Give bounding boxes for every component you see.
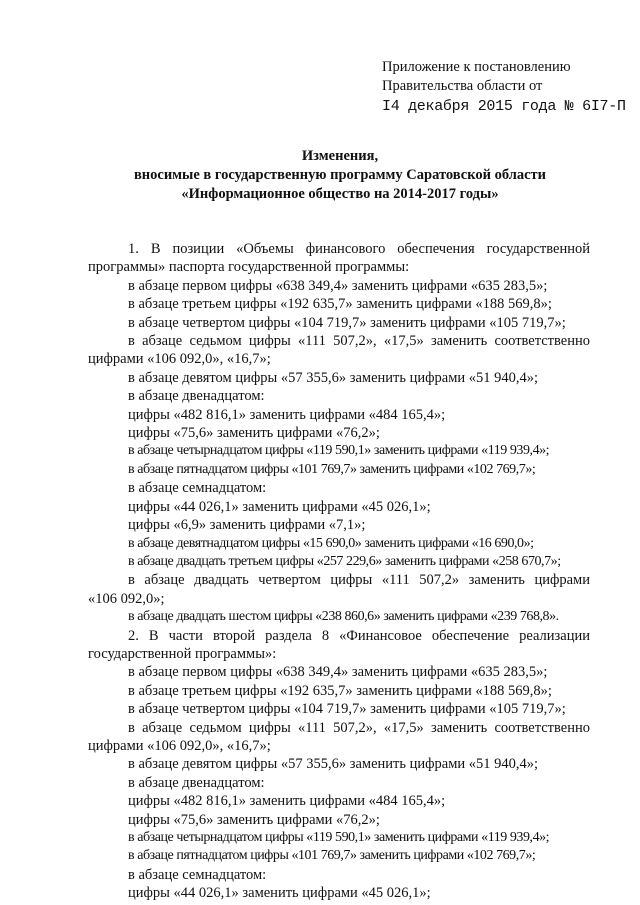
paragraph-1-heading: 1. В позиции «Объемы финансового обеспечения государственной <box>128 241 590 257</box>
item-1-17: в абзаце двадцать шестом цифры «238 860,6» заменить цифрами «239 768,8». <box>128 609 559 625</box>
title-line-1: Изменения, <box>301 148 379 164</box>
item-2-3: в абзаце четвертом цифры «104 719,7» заменить цифрами «105 719,7»; <box>128 701 566 718</box>
item-2-4-cont: цифрами «106 092,0», «16,7»; <box>88 737 271 754</box>
item-1-4: в абзаце седьмом цифры «111 507,2», «17,5» заменить соответственно <box>128 333 590 350</box>
item-2-1: в абзаце первом цифры «638 349,4» заменить цифрами «635 283,5»; <box>128 664 548 681</box>
item-1-9: в абзаце четырнадцатом цифры «119 590,1» заменить цифрами «119 939,4»; <box>128 443 550 459</box>
title-line-2: вносимые в государственную программу Саратовской области <box>133 167 547 183</box>
item-1-13: цифры «6,9» заменить цифрами «7,1»; <box>128 517 366 534</box>
item-2-12: цифры «44 026,1» заменить цифрами «45 026,1»; <box>128 885 431 902</box>
item-2-5: в абзаце девятом цифры «57 355,6» заменить цифрами «51 940,4»; <box>128 756 539 773</box>
item-2-7: цифры «482 816,1» заменить цифрами «484 165,4»; <box>128 793 446 810</box>
item-1-12: цифры «44 026,1» заменить цифрами «45 026,1»; <box>128 498 431 515</box>
item-1-2: в абзаце третьем цифры «192 635,7» заменить цифрами «188 569,8»; <box>128 296 552 313</box>
appendix-line-1: Приложение к постановлению <box>382 59 571 75</box>
paragraph-2-heading-cont: государственной программы»: <box>88 645 277 662</box>
item-1-3: в абзаце четвертом цифры «104 719,7» заменить цифрами «105 719,7»; <box>128 314 566 331</box>
document-title <box>60 147 620 204</box>
item-1-15: в абзаце двадцать третьем цифры «257 229,6» заменить цифрами «258 670,7»; <box>128 553 561 569</box>
item-1-6: в абзаце двенадцатом: <box>128 388 265 405</box>
item-2-11: в абзаце семнадцатом: <box>128 866 267 883</box>
item-1-16-cont: «106 092,0»; <box>88 590 165 607</box>
item-1-10: в абзаце пятнадцатом цифры «101 769,7» заменить цифрами «102 769,7»; <box>128 461 536 477</box>
item-2-10: в абзаце пятнадцатом цифры «101 769,7» заменить цифрами «102 769,7»; <box>128 848 536 864</box>
item-1-4-cont: цифрами «106 092,0», «16,7»; <box>88 351 271 368</box>
item-1-16: в абзаце двадцать четвертом цифры «111 507,2» заменить цифрами <box>128 572 590 589</box>
item-2-6: в абзаце двенадцатом: <box>128 774 265 791</box>
item-2-2: в абзаце третьем цифры «192 635,7» заменить цифрами «188 569,8»; <box>128 682 552 699</box>
paragraph-2-heading: 2. В части второй раздела 8 «Финансовое обеспечение реализации <box>128 627 590 644</box>
appendix-header <box>382 58 632 116</box>
item-1-11: в абзаце семнадцатом: <box>128 480 267 497</box>
document-body <box>88 240 590 903</box>
item-1-14: в абзаце девятнадцатом цифры «15 690,0» заменить цифрами «16 690,0»; <box>128 535 534 551</box>
paragraph-1-heading-cont: программы» паспорта государственной программы: <box>88 259 410 276</box>
item-2-8: цифры «75,6» заменить цифрами «76,2»; <box>128 811 380 828</box>
appendix-line-2: Правительства области от <box>382 78 543 94</box>
item-2-4: в абзаце седьмом цифры «111 507,2», «17,5» заменить соответственно <box>128 719 590 736</box>
appendix-date-line: I4 декабря 2015 года № 6I7-П <box>382 98 626 115</box>
title-line-3: «Информационное общество на 2014-2017 годы» <box>181 186 499 202</box>
item-1-1: в абзаце первом цифры «638 349,4» заменить цифрами «635 283,5»; <box>128 277 548 294</box>
item-1-7: цифры «482 816,1» заменить цифрами «484 165,4»; <box>128 406 446 423</box>
item-1-8: цифры «75,6» заменить цифрами «76,2»; <box>128 425 380 442</box>
item-1-5: в абзаце девятом цифры «57 355,6» заменить цифрами «51 940,4»; <box>128 369 539 386</box>
item-2-9: в абзаце четырнадцатом цифры «119 590,1» заменить цифрами «119 939,4»; <box>128 830 550 845</box>
